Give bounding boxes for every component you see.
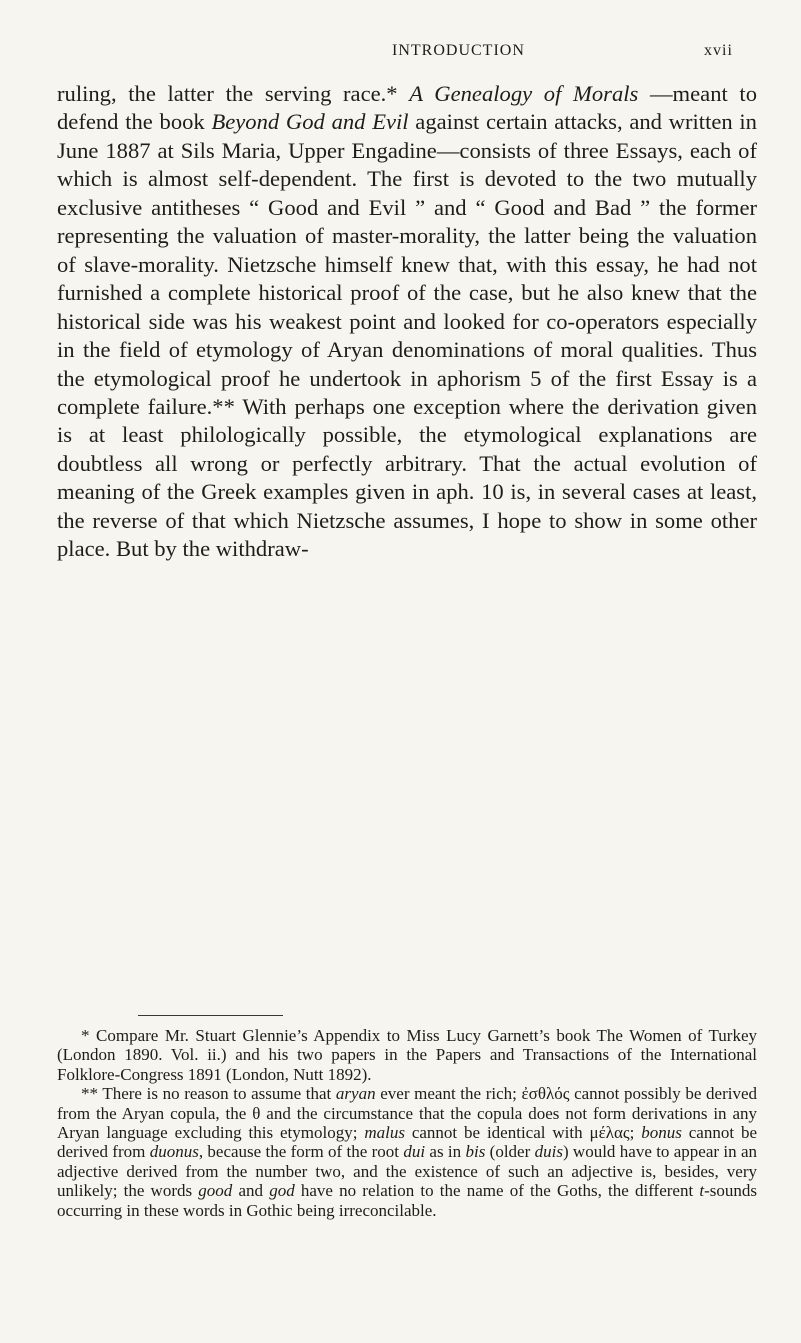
italic-word: good	[198, 1181, 233, 1201]
greek-letter: θ	[252, 1103, 261, 1123]
greek-word: μέλας	[589, 1123, 630, 1143]
text-run: cannot be derived from	[57, 1123, 757, 1162]
text-run: have no relation to the name of the Goths, the different	[294, 1181, 700, 1201]
italic-word: aryan	[335, 1084, 376, 1104]
text-run: as in	[425, 1142, 466, 1162]
italic-word: t	[699, 1181, 705, 1201]
text-run: , because the form of the root	[198, 1142, 404, 1162]
text-run: ever meant the rich;	[375, 1084, 522, 1104]
text-run: ) would have to appear in an adjective derived from the number two, and the existence of such an adjective is, besides, very unlikely; the words	[57, 1142, 757, 1201]
italic-word: bonus	[641, 1123, 682, 1143]
text-run: against certain attacks, and written in June 1887 at Sils Maria, Upper Engadine—consists of three Essays, each of which is almost self-dependent. The first is devoted to the two mutually exclusive antitheses “ Good and Evil ” and “ Good and Bad ” the former representing the valuation of master-morality, the latter being the valuation of slave-morality. Nietzsche himself knew that, with this essay, he had not furnished a complete historical proof of the case, but he also knew that the historical side was his weakest point and looked for co-operators especially in the field of etymology of Aryan denominations of moral qualities. Thus the etymological proof he undertook in aphorism 5 of the first Essay is a complete failure.** With perhaps one exception where the derivation given is at least philologically possible, the etymological explanations are doubtless all wrong or perfectly arbitrary. That the actual evolution of meaning of the Greek examples given in aph. 10 is, in several cases at least, the reverse of that which Nietzsche assumes, I hope to show in some other place. But by the withdraw-	[57, 109, 757, 562]
running-title: INTRODUCTION	[392, 42, 525, 59]
page-number: xvii	[704, 42, 733, 59]
italic-word: god	[269, 1181, 295, 1201]
footnote-divider	[138, 1015, 283, 1016]
book-title-genealogy: A Genealogy of Morals	[409, 81, 639, 106]
italic-word: bis	[465, 1142, 486, 1162]
body-paragraph	[57, 80, 757, 564]
main-text	[57, 80, 757, 564]
text-run: cannot possibly be derived from the Aryan copula, the	[57, 1084, 758, 1123]
italic-word: dui	[403, 1142, 426, 1162]
text-run: —meant to defend the book	[57, 81, 757, 135]
text-run: and	[232, 1181, 270, 1201]
italic-word: malus	[364, 1123, 405, 1143]
page-header	[0, 42, 801, 72]
text-run: ;	[629, 1123, 642, 1143]
text-run: cannot be identical with	[404, 1123, 590, 1143]
text-run: -sounds occurring in these words in Gothic being irreconcilable.	[57, 1181, 757, 1220]
book-title-beyond: Beyond God and Evil	[211, 109, 409, 135]
italic-word: duis	[534, 1142, 563, 1162]
footnote-2	[57, 1084, 757, 1220]
text-run: and the circumstance that the copula does not form derivations in any Aryan language excluding this etymology;	[57, 1103, 758, 1143]
footnote-1: * Compare Mr. Stuart Glennie’s Appendix to Miss Lucy Garnett’s book The Women of Turkey (London 1890. Vol. ii.) and his two papers in the Papers and Transactions of the International Folklore-Congress 1891 (London, Nutt 1892).	[57, 1026, 757, 1084]
footnotes	[57, 1026, 757, 1220]
text-run: ** There is no reason to assume that	[81, 1084, 336, 1104]
greek-word: ἐσθλός	[521, 1084, 570, 1104]
italic-word: duonus	[149, 1142, 199, 1162]
text-run: (older	[485, 1142, 535, 1162]
text-run: ruling, the latter the serving race.*	[57, 81, 410, 106]
